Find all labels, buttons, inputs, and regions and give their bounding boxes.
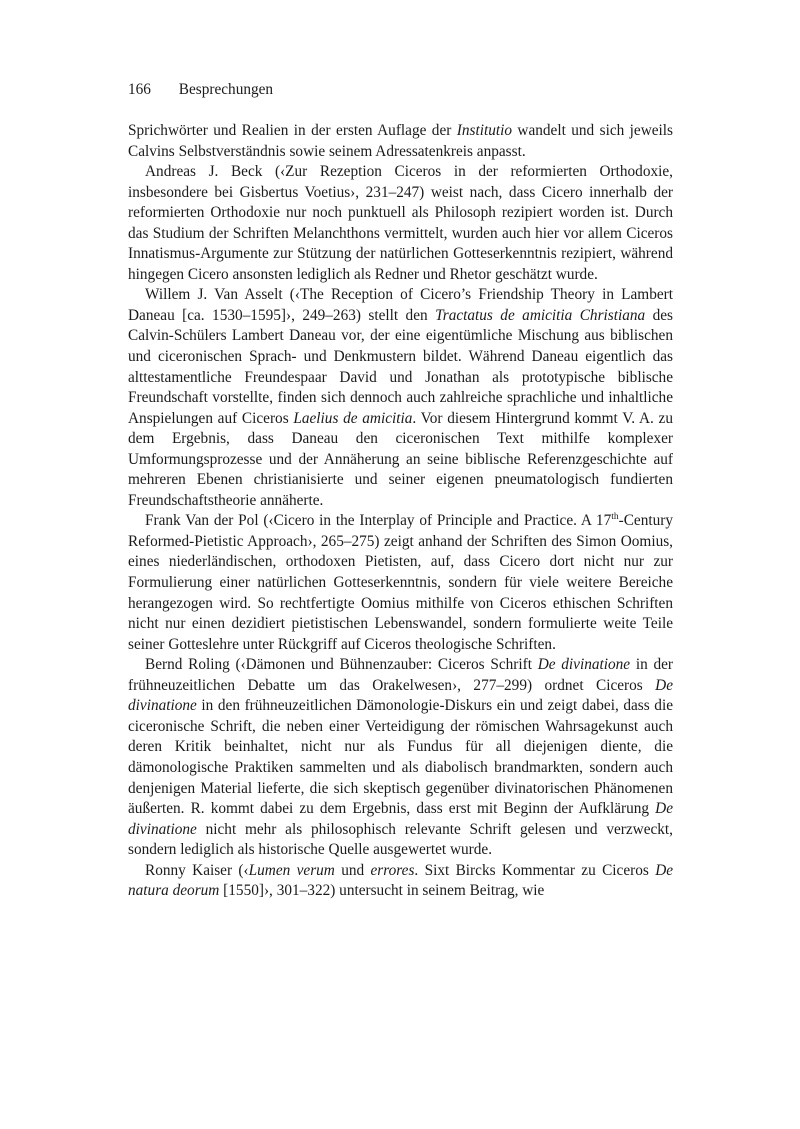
text-run: Willem J. Van Asselt (‹The Reception of Cicero’s Friendship Theory in Lambert Daneau [ca. 1530–1595]›, 249–263) stellt den [128, 286, 673, 324]
text-run: und [334, 861, 371, 879]
text-block [128, 121, 673, 902]
paragraph-continuation [128, 121, 673, 162]
text-run: in den frühneuzeitlichen Dämonologie-Diskurs ein und zeigt dabei, dass die ciceronische Schrift, die neben einer Verteidigung der römischen Wahrsagekunst auch deren Kritik beinhaltet, nicht nur als Fundus für all diejenigen diente, die dämonologische Praktiken sammelten und als diabolisch brandmarkten, sondern auch denjenigen Material lieferte, die sich skeptisch gegenüber divinatorischen Phänomenen äußerten. R. kommt dabei zu dem Ergebnis, dass erst mit Beginn der Aufklärung [128, 697, 673, 818]
text-run: Ronny Kaiser (‹ [145, 861, 249, 879]
italic-text-run: De divinatione [128, 676, 673, 715]
running-head-title: Besprechungen [178, 81, 274, 98]
text-run: in der frühneuzeitlichen Debatte um das Orakelwesen›, 277–299) ordnet Ciceros [128, 656, 673, 694]
superscript-run: th [611, 512, 619, 523]
paragraph-kaiser [128, 861, 673, 902]
page-header [128, 80, 273, 100]
page-number: 166 [128, 81, 151, 98]
paragraph-van-der-pol [128, 511, 673, 655]
text-run: . Sixt Bircks Kommentar zu Ciceros [414, 861, 656, 879]
italic-text-run: Laelius de amicitia [293, 409, 413, 427]
text-run: Sprichwörter und Realien in der ersten Auflage der [128, 122, 457, 139]
paragraph-roling [128, 655, 673, 860]
italic-text-run: De natura deorum [128, 861, 674, 900]
italic-text-run: errores [370, 861, 415, 879]
text-run: des Calvin-Schülers Lambert Daneau vor, der eine eigentümliche Mischung aus biblischen und ciceronischen Sprach- und Denkmustern bildet. Während Daneau eigentlich das alttestamentliche Freundespaar David und Jonathan als prototypische biblische Freundschaft vorstellte, finden sich dennoch auch zahlreiche sprachliche und inhaltliche Anspielungen auf Ciceros [128, 306, 674, 427]
text-run: Andreas J. Beck (‹Zur Rezeption Ciceros in der reformierten Orthodoxie, insbesondere bei Gisbertus Voetius›, 231–247) weist nach, dass Cicero innerhalb der reformierten Orthodoxie nur noch punktuell als Philosoph rezipiert worden ist. Durch das Studium der Schriften Melanchthons vermittelt, wurden auch hier vor allem Ciceros Innatismus-Argumente zur Stützung der natürlichen Gotteserkenntnis rezipiert, während hingegen Cicero ansonsten lediglich als Redner und Rhetor geschätzt wurde. [128, 163, 673, 283]
text-run: nicht mehr als philosophisch relevante Schrift gelesen und verzweckt, sondern lediglich als historische Quelle ausgewertet wurde. [128, 820, 673, 859]
italic-text-run: Institutio [456, 122, 512, 139]
italic-text-run: Lumen verum [248, 861, 335, 879]
text-run: Frank Van der Pol (‹Cicero in the Interplay of Principle and Practice. A 17 [145, 512, 612, 530]
text-run: wandelt und sich jeweils Calvins Selbstverständnis sowie seinem Adressatenkreis anpasst. [128, 122, 673, 160]
italic-text-run: De divinatione [537, 656, 631, 674]
paragraph-van-asselt [128, 285, 673, 511]
italic-text-run: Tractatus de amicitia Christiana [435, 306, 646, 324]
paragraph-beck [128, 162, 673, 285]
text-run: [1550]›, 301–322) untersucht in seinem Beitrag, wie [219, 882, 545, 900]
text-run: . Vor diesem Hintergrund kommt V. A. zu dem Ergebnis, dass Daneau den ciceronischen Text mithilfe komplexer Umformungsprozesse und der Annäherung an seine biblische Referenzgeschichte auf mehreren Ebenen christianisierte und seiner eigenen pneumatologisch fundierten Freundschaftstheorie annäherte. [128, 409, 673, 509]
italic-text-run: De divinatione [128, 800, 673, 838]
text-run: Bernd Roling (‹Dämonen und Bühnenzauber: Ciceros Schrift [145, 656, 538, 674]
text-run: -Century Reformed-Pietistic Approach›, 265–275) zeigt anhand der Schriften des Simon Oomius, eines niederländischen, orthodoxen Pietisten, auf, dass Cicero dort nicht nur zur Formulierung einer natürlichen Gotteserkenntnis, sondern für viele weitere Bereiche herangezogen wird. So rechtfertigte Oomius mithilfe von Ciceros ethischen Schriften nicht nur einen dezidiert pietistischen Lebenswandel, sondern formulierte weite Teile seiner Gotteslehre unter Rückgriff auf Ciceros theologische Schriften. [128, 512, 673, 653]
